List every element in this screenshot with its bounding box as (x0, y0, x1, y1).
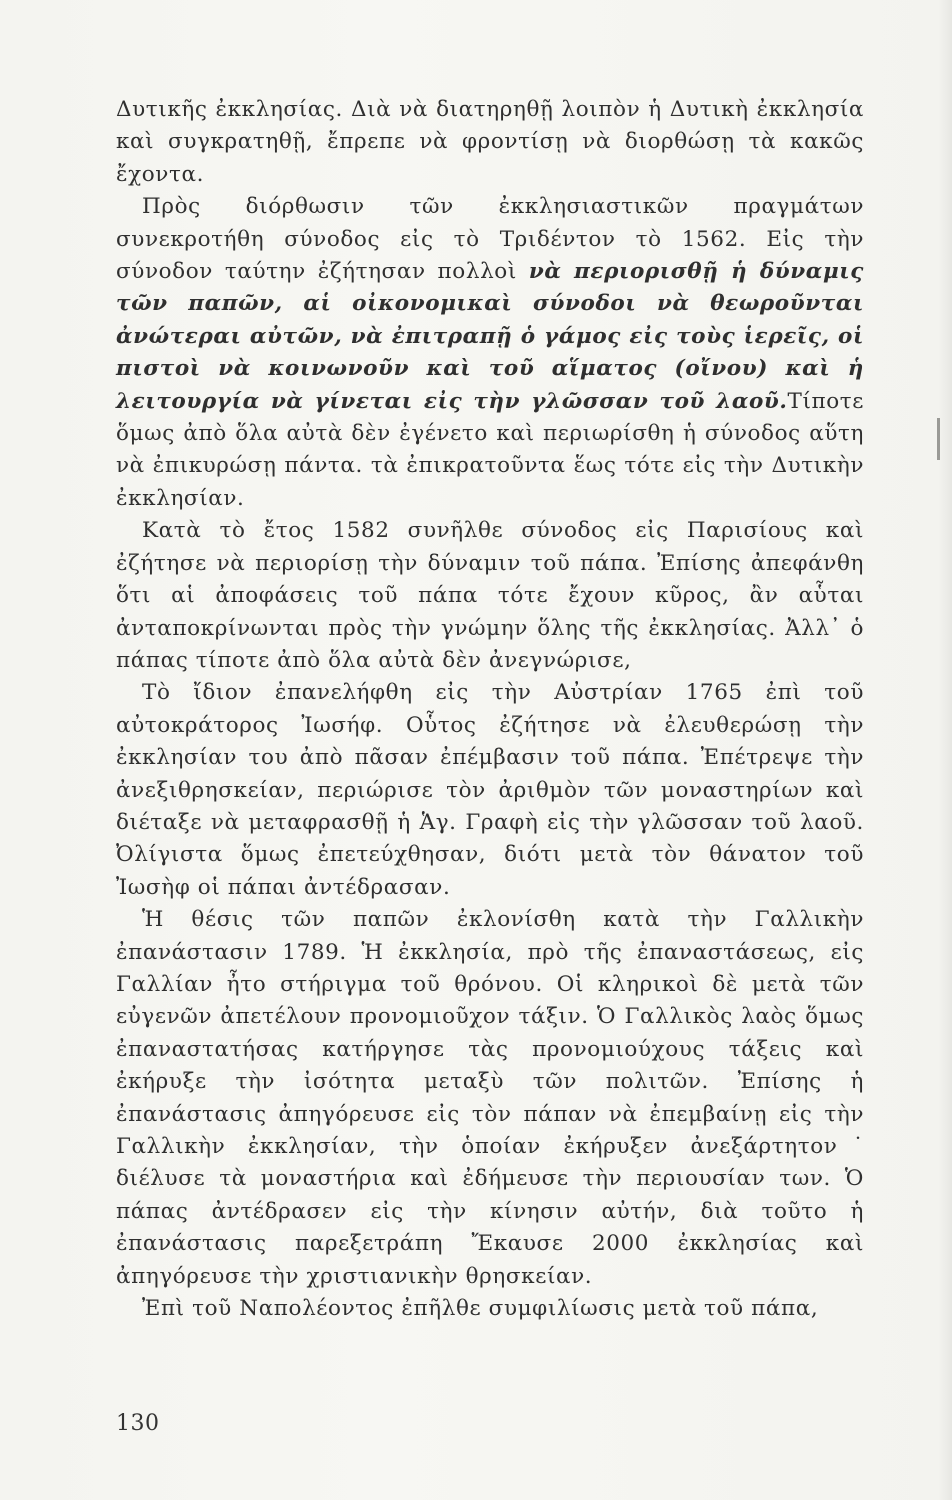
text-segment: Τὸ ἴδιον ἐπανελήφθη εἰς τὴν Αὐστρίαν 1765 ἐπὶ τοῦ αὐτοκράτορος Ἰωσήφ. Οὗτος ἐζήτησε νὰ ἐλευθερώσῃ τὴν ἐκκλησίαν του ἀπὸ πᾶσαν ἐπέμβασιν τοῦ πάπα. Ἐπέτρεψε τὴν ἀνεξιθρησκείαν, περιώρισε τὸν ἀριθμὸν τῶν μοναστηρίων καὶ διέταξε νὰ μεταφρασθῇ ἡ Ἁγ. Γραφὴ εἰς τὴν γλῶσσαν τοῦ λαοῦ. Ὀλίγιστα ὅμως ἐπετεύχθησαν, διότι μετὰ τὸν θάνατον τοῦ Ἰωσὴφ οἱ πάπαι ἀντέδρασαν. (116, 680, 864, 900)
text-segment: Δυτικῆς ἐκκλησίας. Διὰ νὰ διατηρηθῇ λοιπὸν ἡ Δυτικὴ ἐκκλησία καὶ συγκρατηθῇ, ἔπρεπε νὰ φροντίσῃ νὰ διορθώσῃ τὰ κακῶς ἔχοντα. (116, 97, 864, 187)
text-segment: Κατὰ τὸ ἔτος 1582 συνῆλθε σύνοδος εἰς Παρισίους καὶ ἐζήτησε νὰ περιορίσῃ τὴν δύναμιν τοῦ πάπα. Ἐπίσης ἀπεφάνθη ὅτι αἱ ἀποφάσεις τοῦ πάπα τότε ἔχουν κῦρος, ἂν αὗται ἀνταποκρίνωνται πρὸς τὴν γνώμην ὅλης τῆς ἐκκλησίας. Ἀλλ᾽ ὁ πάπας τίποτε ἀπὸ ὅλα αὐτὰ δὲν ἀνεγνώρισε, (116, 518, 864, 673)
text-segment: Ἐπὶ τοῦ Ναπολέοντος ἐπῆλθε συμφιλίωσις μετὰ τοῦ πάπα, (142, 1296, 819, 1322)
paragraph-2 (116, 191, 864, 515)
paragraph-6 (116, 1293, 864, 1325)
text-segment: Ἡ θέσις τῶν παπῶν ἐκλονίσθη κατὰ τὴν Γαλλικὴν ἐπανάστασιν 1789. Ἡ ἐκκλησία, πρὸ τῆς ἐπαναστάσεως, εἰς Γαλλίαν ἦτο στήριγμα τοῦ θρόνου. Οἱ κληρικοὶ δὲ μετὰ τῶν εὐγενῶν ἀπετέλουν προνομιοῦχον τάξιν. Ὁ Γαλλικὸς λαὸς ὅμως ἐπαναστατήσας κατήργησε τὰς προνομιούχους τάξεις καὶ ἐκήρυξε τὴν ἰσότητα μεταξὺ τῶν πολιτῶν. Ἐπίσης ἡ ἐπανάστασις ἀπηγόρευσε εἰς τὸν πάπαν νὰ ἐπεμβαίνῃ εἰς τὴν Γαλλικὴν ἐκκλησίαν, τὴν ὁποίαν ἐκήρυξεν ἀνεξάρτητον˙ διέλυσε τὰ μοναστήρια καὶ ἐδήμευσε τὴν περιουσίαν των. Ὁ πάπας ἀντέδρασεν εἰς τὴν κίνησιν αὐτήν, διὰ τοῦτο ἡ ἐπανάστασις παρεξετράπη Ἔκαυσε 2000 ἐκκλησίας καὶ ἀπηγόρευσε τὴν χριστιανικὴν θρησκείαν. (116, 907, 864, 1289)
page-number: 130 (116, 1411, 160, 1436)
text-segment: Πρὸς διόρθωσιν τῶν ἐκκλησιαστικῶν πραγμάτων συνεκροτήθη σύνοδος εἰς τὸ Τριδέντον τὸ 1562. Εἰς τὴν σύνοδον ταύτην ἐζήτησαν πολλοὶ (116, 194, 864, 285)
paragraph-3 (116, 515, 864, 677)
emphasized-text: νὰ περιορισθῇ ἡ δύναμις τῶν παπῶν, αἱ οἰκονομικαὶ σύνοδοι νὰ θεωροῦνται ἀνώτεραι αὐτῶν, νὰ ἐπιτραπῇ ὁ γάμος εἰς τοὺς ἱερεῖς, οἱ πιστοὶ νὰ κοινωνοῦν καὶ τοῦ αἵματος (οἴνου) καὶ ἡ λειτουργία νὰ γίνεται εἰς τὴν γλῶσσαν τοῦ λαοῦ. (116, 259, 864, 414)
margin-mark (937, 418, 940, 460)
paragraph-4 (116, 677, 864, 904)
text-segment: Τίποτε ὅμως ἀπὸ ὅλα αὐτὰ δὲν ἐγένετο καὶ περιωρίσθη ἡ σύνοδος αὕτη νὰ ἐπικυρώσῃ πάντα. τὰ ἐπικρατοῦντα ἕως τότε εἰς τὴν Δυτικὴν ἐκκλησίαν. (116, 388, 864, 511)
body-text (116, 94, 864, 1325)
page-edge-shadow (938, 0, 952, 1500)
paragraph-5 (116, 904, 864, 1293)
paragraph-1 (116, 94, 864, 191)
